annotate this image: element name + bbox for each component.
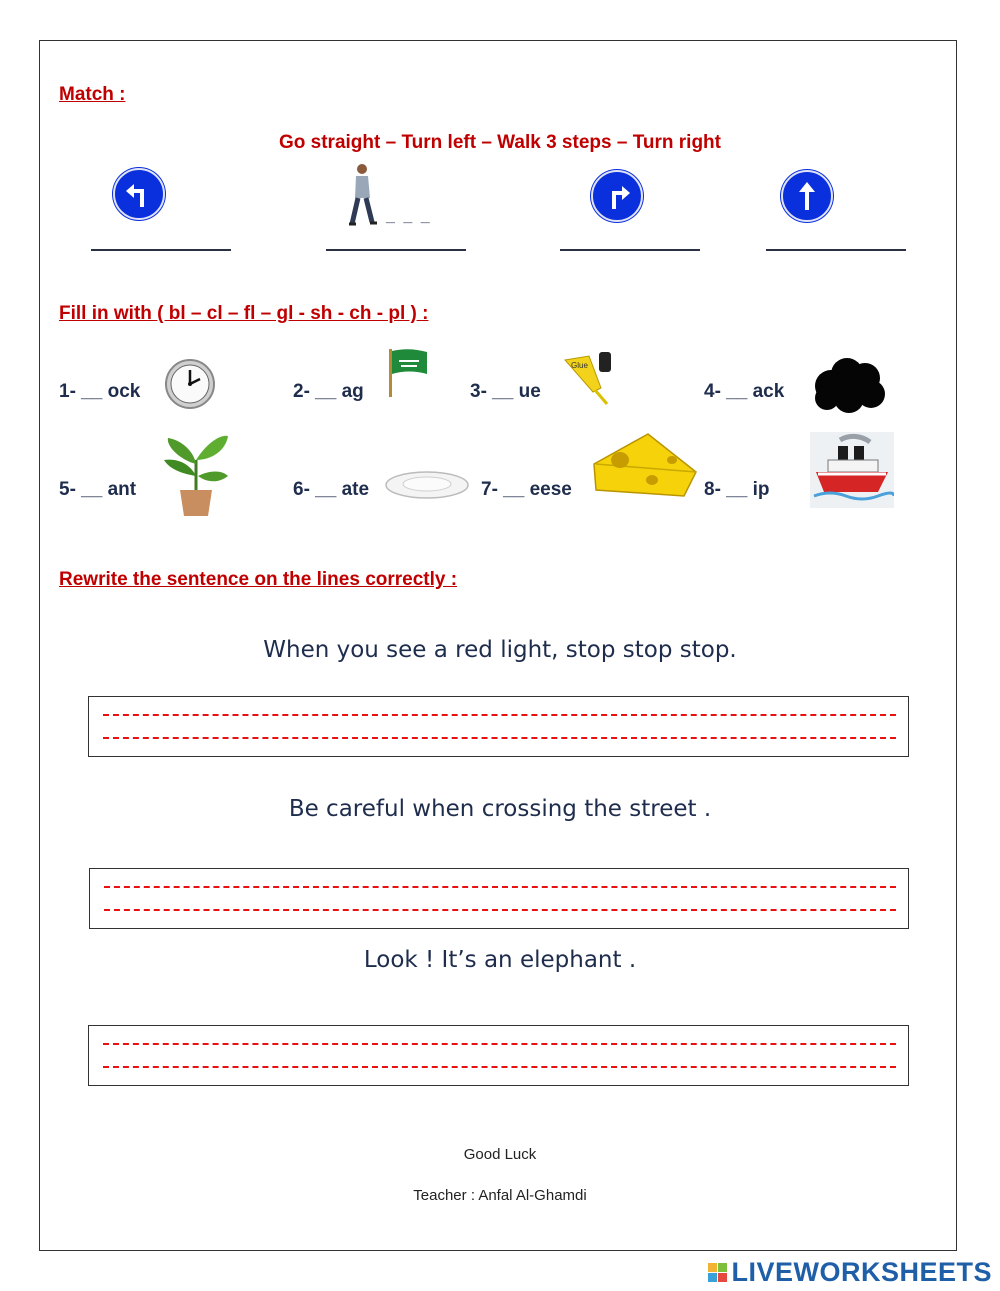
turn-left-sign-icon (113, 168, 165, 220)
rewrite-heading: Rewrite the sentence on the lines correctly : (59, 569, 458, 590)
fill-item-6[interactable]: 6- __ ate (293, 479, 370, 500)
rewrite-sentence-2: Be careful when crossing the street . (288, 796, 712, 822)
liveworksheets-logo (708, 1257, 992, 1288)
fill-item-1[interactable]: 1- __ ock (59, 381, 141, 402)
dashed-line (104, 886, 896, 888)
walking-person-icon (346, 162, 436, 230)
plate-icon (384, 469, 470, 506)
match-answer-line-1[interactable] (91, 249, 231, 251)
fill-item-4[interactable]: 4- __ ack (704, 381, 785, 402)
glue-icon (561, 348, 619, 413)
dashed-line (103, 737, 896, 739)
turn-right-sign-icon (591, 170, 643, 222)
flag-icon (387, 347, 431, 404)
dashed-line (104, 909, 896, 911)
black-cloud-icon (811, 354, 887, 419)
match-answer-line-2[interactable] (326, 249, 466, 251)
rewrite-answer-box-3[interactable] (88, 1025, 909, 1086)
rewrite-answer-box-2[interactable] (89, 868, 909, 929)
good-luck-text: Good Luck (463, 1146, 537, 1163)
match-answer-line-4[interactable] (766, 249, 906, 251)
ship-icon (810, 432, 894, 513)
dashed-line (103, 714, 896, 716)
plant-icon (160, 430, 232, 523)
walk-steps-marks: _ _ _ (386, 208, 432, 225)
match-options: Go straight – Turn left – Walk 3 steps – Turn right (279, 132, 721, 153)
go-straight-sign-icon (781, 170, 833, 222)
fill-item-7[interactable]: 7- __ eese (481, 479, 572, 500)
cheese-icon (588, 430, 700, 505)
match-answer-line-3[interactable] (560, 249, 700, 251)
dashed-line (103, 1043, 896, 1045)
dashed-line (103, 1066, 896, 1068)
rewrite-sentence-3: Look ! It’s an elephant . (363, 947, 637, 973)
svg-text:Glue: Glue (571, 361, 588, 370)
match-heading: Match : (59, 84, 126, 105)
teacher-name: Teacher : Anfal Al-Ghamdi (413, 1187, 587, 1204)
brand-name: LIVEWORKSHEETS (731, 1257, 992, 1287)
live-blocks-icon (708, 1263, 727, 1282)
fill-item-8[interactable]: 8- __ ip (704, 479, 770, 500)
fill-heading: Fill in with ( bl – cl – fl – gl - sh - ch - pl ) : (59, 303, 429, 324)
fill-item-2[interactable]: 2- __ ag (293, 381, 364, 402)
rewrite-sentence-1: When you see a red light, stop stop stop. (263, 637, 737, 663)
fill-item-5[interactable]: 5- __ ant (59, 479, 137, 500)
fill-item-3[interactable]: 3- __ ue (470, 381, 541, 402)
rewrite-answer-box-1[interactable] (88, 696, 909, 757)
clock-icon (164, 357, 216, 416)
